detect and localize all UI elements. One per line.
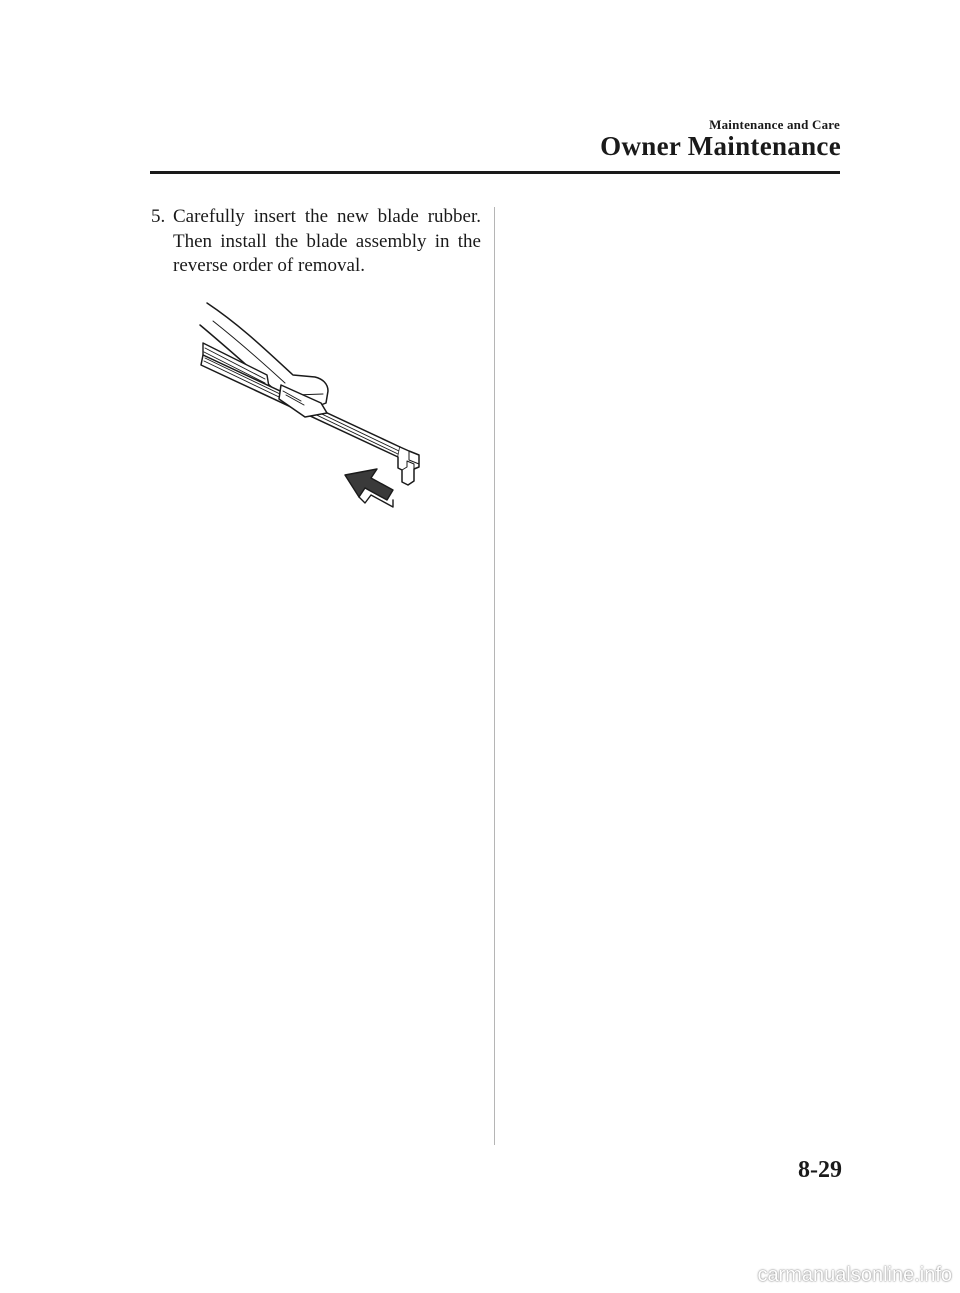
section-label: Maintenance and Care: [709, 117, 840, 132]
step-text: Carefully insert the new blade rubber. Then install the blade assembly in the reverse order of removal.: [173, 206, 481, 276]
column-divider: [494, 207, 495, 1145]
section-title: Owner Maintenance: [600, 131, 841, 161]
watermark[interactable]: carmanualsonline.info: [757, 1264, 952, 1286]
step-number: 5.: [151, 206, 166, 227]
wiper-blade-rubber-insertion-illustration: [195, 295, 435, 520]
page-number: 8-29: [798, 1157, 842, 1183]
step-item: [151, 205, 481, 279]
header-rule: [150, 171, 840, 174]
